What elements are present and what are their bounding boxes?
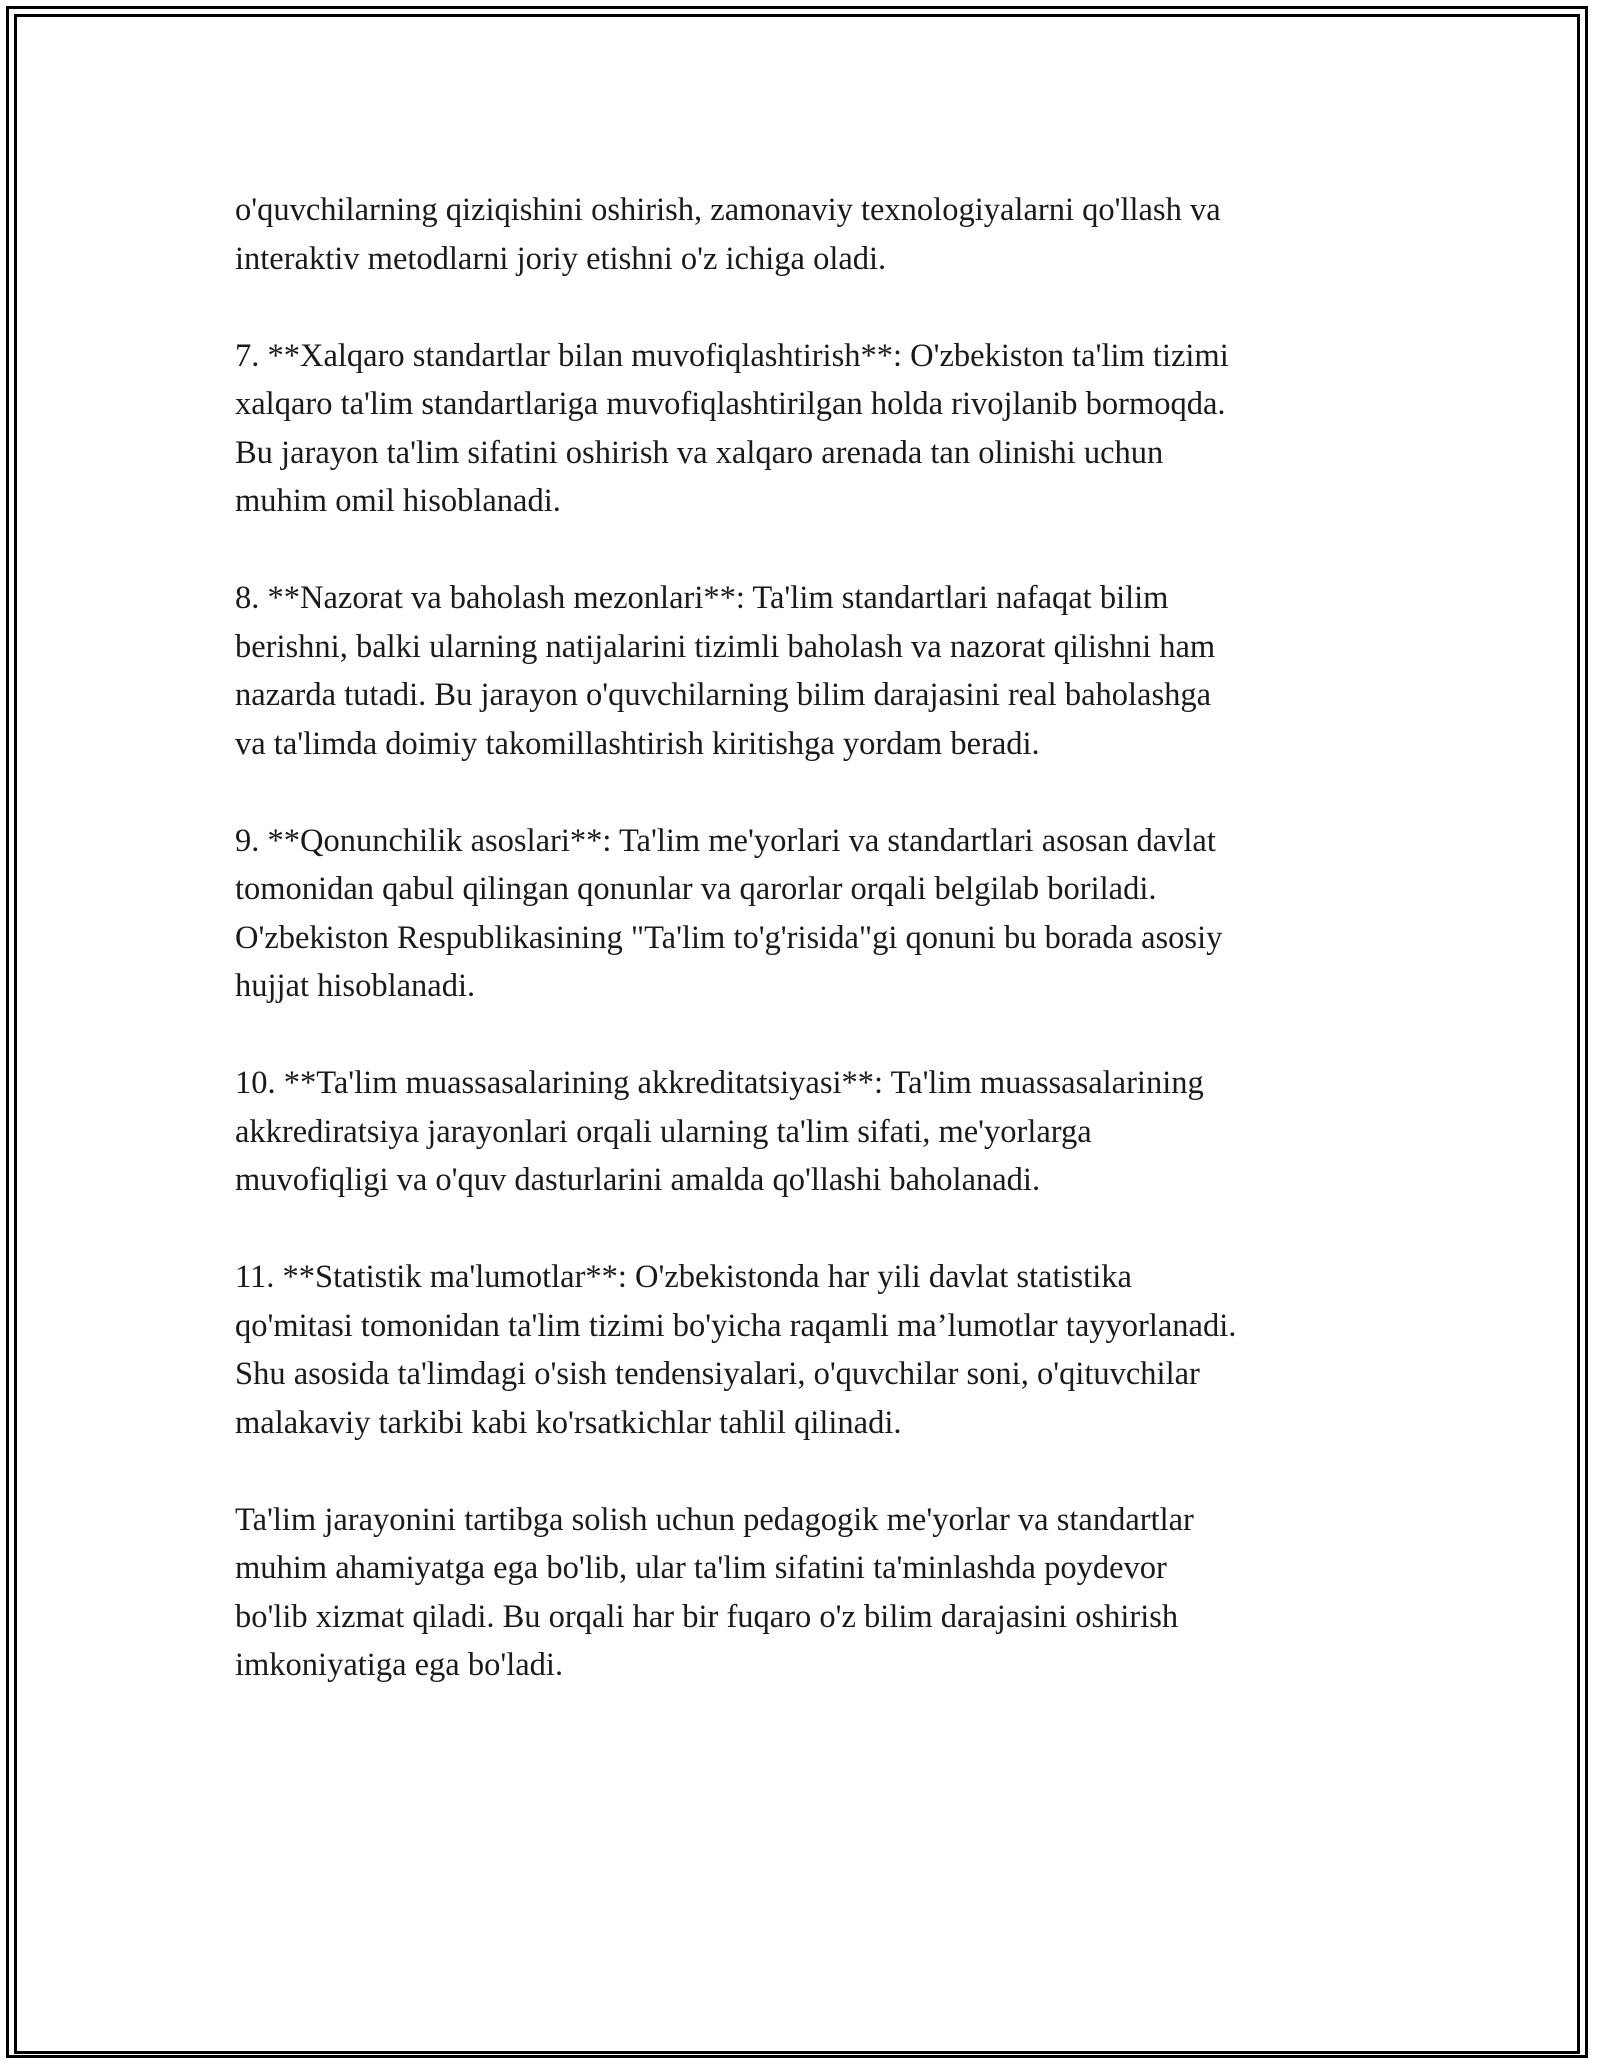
paragraph-item-7: 7. **Xalqaro standartlar bilan muvofiqlashtirish**: O'zbekiston ta'lim tizimi xalqaro ta'lim standartlariga muvofiqlashtirilgan holda rivojlanib bormoqda. Bu jarayon ta'lim sifatini oshirish va xalqaro arenada tan olinishi uchun muhim omil hisoblanadi. [235, 337, 1229, 519]
paragraph-item-9: 9. **Qonunchilik asoslari**: Ta'lim me'yorlari va standartlari asosan davlat tomonidan qabul qilingan qonunlar va qarorlar orqali belgilab boriladi. O'zbekiston Respublikasining "Ta'lim to'g'risida"gi qonuni bu borada asosiy hujjat hisoblanadi. [235, 822, 1223, 1004]
paragraph-item-11: 11. **Statistik ma'lumotlar**: O'zbekistonda har yili davlat statistika qo'mitasi tomonidan ta'lim tizimi bo'yicha raqamli ma’lumotlar tayyorlanadi. Shu asosida ta'limdagi o'sish tendensiyalari, o'quvchilar soni, o'qituvchilar malakaviy tarkibi kabi ko'rsatkichlar tahlil qilinadi. [235, 1259, 1237, 1441]
paragraph-intro-continuation: o'quvchilarning qiziqishini oshirish, zamonaviy texnologiyalarni qo'llash va interaktiv metodlarni joriy etishni o'z ichiga oladi. [235, 192, 1221, 277]
paragraph-item-10: 10. **Ta'lim muassasalarining akkreditatsiyasi**: Ta'lim muassasalarining akkrediratsiya jarayonlari orqali ularning ta'lim sifati, me'yorlarga muvofiqligi va o'quv dasturlarini amalda qo'llashi baholanadi. [235, 1065, 1204, 1198]
document-body [235, 186, 1395, 1738]
paragraph-conclusion: Ta'lim jarayonini tartibga solish uchun pedagogik me'yorlar va standartlar muhim ahamiyatga ega bo'lib, ular ta'lim sifatini ta'minlashda poydevor bo'lib xizmat qiladi. Bu orqali har bir fuqaro o'z bilim darajasini oshirish imkoniyatiga ega bo'ladi. [235, 1501, 1194, 1683]
paragraph-item-8: 8. **Nazorat va baholash mezonlari**: Ta'lim standartlari nafaqat bilim berishni, balki ularning natijalarini tizimli baholash va nazorat qilishni ham nazarda tutadi. Bu jarayon o'quvchilarning bilim darajasini real baholashga va ta'limda doimiy takomillashtirish kiritishga yordam beradi. [235, 580, 1216, 762]
